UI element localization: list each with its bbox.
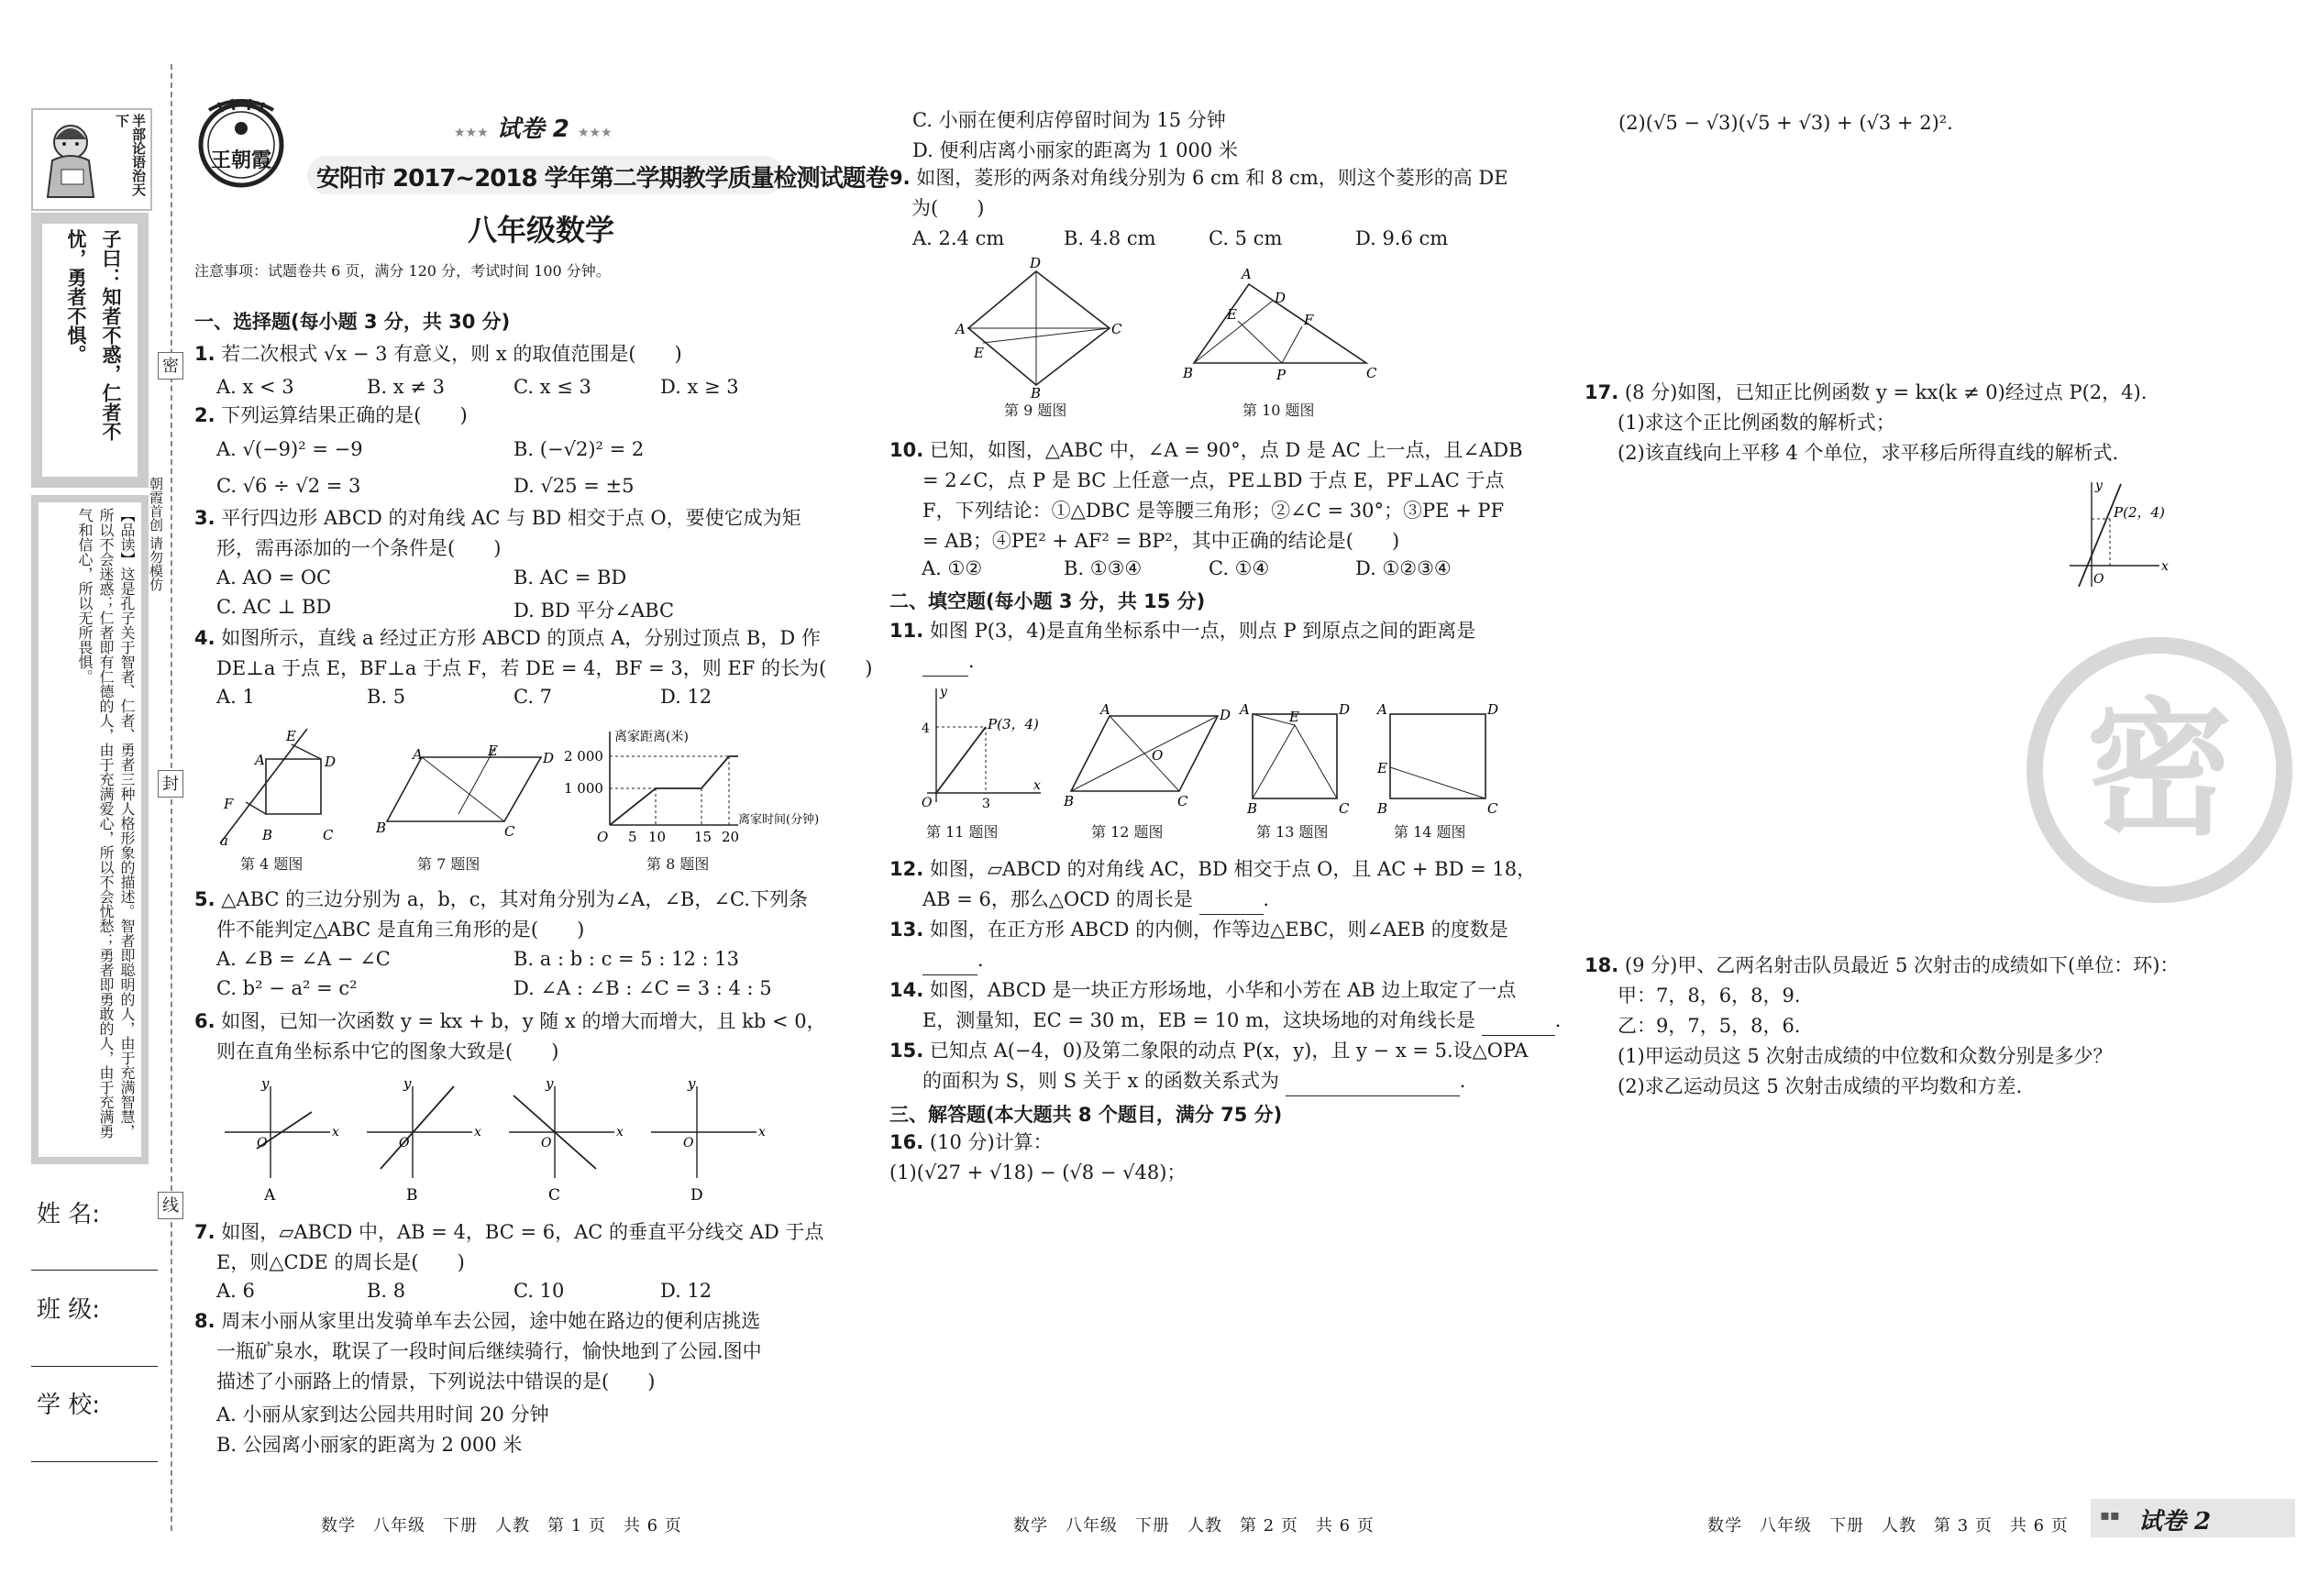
svg-text:O: O [1152,747,1164,764]
name-label: 姓 名: [37,1201,101,1228]
svg-text:A: A [1100,701,1110,718]
fig8-x5: 5 [628,829,637,845]
svg-text:E: E [1377,760,1387,776]
q9-option-a[interactable]: A. 2.4 cm [912,227,1005,249]
notice: 注意事项：试题卷共 6 页，满分 120 分，考试时间 100 分钟。 [194,262,611,280]
figure-10-caption: 第 10 题图 [1242,402,1315,419]
fig8-ylabel: 离家距离(米) [614,730,689,744]
series-label: ★★★ 试卷 2 ★★★ [454,116,613,143]
svg-text:密: 密 [2085,684,2234,855]
svg-text:y: y [688,1075,696,1092]
q2-option-c[interactable]: C. √6 ÷ √2 = 3 [216,475,361,497]
q10-option-b[interactable]: B. ①③④ [1064,557,1143,579]
question-13: 13. 如图，在正方形 ABCD 的内侧，作等边△EBC，则∠AEB 的度数是 ． [889,915,1508,975]
school-field[interactable] [31,1461,158,1462]
q7-option-c[interactable]: C. 10 [514,1280,565,1302]
svg-text:y: y [2095,479,2103,493]
svg-text:y: y [546,1075,554,1092]
question-7: 7. 如图，▱ABCD 中，AB = 4，BC = 6，AC 的垂直平分线交 AD 于点 E，则△CDE 的周长是( ) [194,1221,824,1273]
svg-text:B: B [1183,365,1194,381]
svg-text:O: O [922,796,933,810]
section-1-title: 一、选择题(每小题 3 分，共 30 分) [194,311,511,333]
question-2: 2. 下列运算结果正确的是( ) [194,404,468,426]
q8-option-a[interactable]: A. 小丽从家到达公园共用时间 20 分钟 [216,1403,549,1425]
fig8-y1000: 1 000 [564,780,603,797]
figure-7 [376,743,555,843]
question-18: 18. (9 分)甲、乙两名射击队员最近 5 次射击的成绩如下(单位：环)： 甲：7，8，6，8，9. 乙：9，7，5，8，6. (1)甲运动员这 5 次射击成绩的中位数和众数分别是多少？ (2)求乙运动员这 5 次射击成绩的平均数和方差. [1585,954,2180,1097]
figure-6-graphs [211,1077,779,1205]
svg-text:B: B [1247,800,1258,817]
question-16: 16. (10 分)计算： (1)(√27 + √18) − (√8 − √48)； [889,1131,1187,1183]
question-14: 14. 如图，ABCD 是一块正方形场地，小华和小芳在 AB 边上取定了一点 E，测量知，EC = 30 m，EB = 10 m，这块场地的对角线长是 ． [889,975,1574,1036]
q5-option-b[interactable]: B. a : b : c = 5 : 12 : 13 [514,948,739,970]
svg-text:A: A [255,752,265,768]
svg-text:x: x [616,1125,624,1139]
svg-text:F: F [224,796,234,812]
svg-text:A: A [1377,701,1387,718]
svg-text:A: A [1240,701,1250,718]
svg-text:x: x [1033,778,1041,793]
footer-page-1: 数学 八年级 下册 人教 第 1 页 共 6 页 [321,1516,682,1535]
svg-text:E: E [974,345,984,361]
question-1: 1. 若二次根式 √x − 3 有意义，则 x 的取值范围是( ) [194,343,682,365]
q2-option-b[interactable]: B. (−√2)² = 2 [514,438,645,460]
name-field[interactable] [31,1270,158,1271]
svg-text:E: E [488,743,498,759]
svg-text:O: O [2093,572,2104,587]
svg-text:O: O [683,1136,694,1150]
seal-char-1: 密 [158,352,183,380]
q7-option-d[interactable]: D. 12 [660,1280,712,1302]
svg-text:x: x [474,1125,481,1139]
confucius-quote: 子曰：知者不惑，仁者不忧，勇者不惧。 [65,229,122,441]
svg-text:C: C [548,1186,561,1205]
q3-option-b[interactable]: B. AC = BD [514,567,627,589]
graph-a [225,1075,339,1205]
q7-option-a[interactable]: A. 6 [216,1280,255,1302]
mascot-icon [39,119,103,202]
svg-text:C: C [1366,365,1377,381]
figure-8-caption: 第 8 题图 [646,855,710,873]
figure-8 [564,724,820,862]
question-12: 12. 如图，▱ABCD 的对角线 AC，BD 相交于点 O，且 AC + BD = 18， AB = 6，那么△OCD 的周长是 ． [889,854,1536,915]
question-17: 17. (8 分)如图，已知正比例函数 y = kx(k ≠ 0)经过点 P(2，4). (1)求这个正比例函数的解析式； (2)该直线向上平移 4 个单位，求平移后所得直线的解析式. [1585,381,2148,464]
footer-badge-text: 试卷 2 [2138,1508,2212,1535]
class-label: 班 级: [37,1296,101,1324]
subject-title: 八年级数学 [468,213,615,248]
fig8-x10: 10 [648,829,667,845]
watermark-seal [2022,633,2297,908]
question-16-part-2: (2)(√5 − √3)(√5 + √3) + (√3 + 2)². [1618,112,1953,134]
seal-char-3: 线 [158,1192,183,1219]
q3-option-c[interactable]: C. AC ⊥ BD [216,596,332,618]
svg-text:3: 3 [982,797,990,811]
figure-4 [211,724,348,853]
figure-13 [1238,701,1357,816]
fig8-origin: O [597,829,609,845]
sidebar-quote-box [31,213,149,488]
q10-option-d[interactable]: D. ①②③④ [1355,557,1452,579]
footer-page-3: 数学 八年级 下册 人教 第 3 页 共 6 页 [1707,1516,2069,1535]
svg-text:C: C [323,827,334,843]
footer-page-2: 数学 八年级 下册 人教 第 2 页 共 6 页 [1013,1516,1375,1535]
q4-option-a[interactable]: A. 1 [216,686,255,708]
side-note: 朝霞首创 请勿模仿 [148,477,164,591]
svg-text:4: 4 [922,721,930,736]
svg-text:D: D [1339,701,1351,718]
question-6: 6. 如图，已知一次函数 y = kx + b，y 随 x 的增大而增大，且 kb < 0， 则在直角坐标系中它的图象大致是( ) [194,1010,826,1062]
q8-option-c[interactable]: C. 小丽在便利店停留时间为 15 分钟 [912,109,1226,131]
q5-option-d[interactable]: D. ∠A : ∠B : ∠C = 3 : 4 : 5 [514,977,772,999]
series-text: 试卷 2 [496,116,569,143]
sidebar-reading-box [31,495,149,1164]
figure-13-caption: 第 13 题图 [1256,823,1329,841]
svg-text:O: O [257,1136,268,1150]
svg-text:A: A [1242,266,1252,282]
svg-text:E: E [1289,709,1299,725]
q9-option-d[interactable]: D. 9.6 cm [1355,227,1449,249]
graph-c [509,1075,624,1205]
q9-option-b[interactable]: B. 4.8 cm [1064,227,1156,249]
q3-option-d[interactable]: D. BD 平分∠ABC [514,600,675,622]
question-15: 15. 已知点 A(−4，0)及第二象限的动点 P(x，y)，且 y − x = 5.设△OPA 的面积为 S，则 S 关于 x 的函数关系式为 ． [889,1036,1528,1096]
q1-option-b[interactable]: B. x ≠ 3 [367,376,445,398]
fig8-x15: 15 [694,829,712,845]
figure-7-caption: 第 7 题图 [417,855,480,873]
svg-text:E: E [286,728,296,744]
svg-text:B: B [1377,800,1388,817]
question-9: 9. 如图，菱形的两条对角线分别为 6 cm 和 8 cm，则这个菱形的高 DE 为( ) [889,167,1508,219]
svg-text:C: C [504,823,515,840]
fig17-point-label: P(2，4) [2114,504,2165,521]
graph-b [367,1075,481,1205]
figure-14 [1375,701,1504,816]
question-4: 4. 如图所示，直线 a 经过正方形 ABCD 的顶点 A，分别过顶点 B，D 作 DE⊥a 于点 E，BF⊥a 于点 F，若 DE = 4，BF = 3，则 EF 的长为( ) [194,627,873,679]
svg-text:x: x [758,1125,766,1139]
svg-text:C: C [1177,793,1188,809]
svg-text:a: a [220,832,228,849]
svg-text:E: E [1227,306,1237,323]
figure-12-caption: 第 12 题图 [1091,823,1164,841]
q3-option-a[interactable]: A. AO = OC [216,567,332,589]
svg-text:x: x [332,1125,339,1139]
fig11-point-label: P(3，4) [988,716,1039,732]
q1-option-a[interactable]: A. x < 3 [216,376,294,398]
figure-10 [1183,266,1385,385]
class-field[interactable] [31,1366,158,1367]
exam-title: 安阳市 2017~2018 学年第二学期教学质量检测试题卷 [316,165,889,193]
school-label: 学 校: [37,1392,101,1419]
svg-text:O: O [399,1136,410,1150]
figure-14-caption: 第 14 题图 [1394,823,1466,841]
q4-option-c[interactable]: C. 7 [514,686,553,708]
svg-text:F: F [1304,312,1314,328]
q1-option-d[interactable]: D. x ≥ 3 [660,376,739,398]
svg-text:B: B [1064,793,1075,809]
sidebar-motto-box [31,108,152,211]
svg-text:B: B [1031,385,1042,402]
q5-option-c[interactable]: C. b² − a² = c² [216,977,358,999]
svg-text:D: D [1220,707,1231,723]
q5-option-a[interactable]: A. ∠B = ∠A − ∠C [216,948,391,970]
fig8-y2000: 2 000 [564,748,603,765]
figure-11 [912,683,1050,811]
svg-text:D: D [325,754,337,770]
q4-option-b[interactable]: B. 5 [367,686,406,708]
svg-text:B: B [262,827,273,843]
svg-text:D: D [1275,290,1287,306]
seal-dashed-line [171,64,172,1531]
q4-option-d[interactable]: D. 12 [660,686,712,708]
svg-text:y: y [940,685,947,699]
figure-9-caption: 第 9 题图 [1004,402,1067,419]
figure-11-caption: 第 11 题图 [926,823,999,841]
question-10: 10. 已知，如图，△ABC 中，∠A = 90°，点 D 是 AC 上一点，且∠ADB = 2∠C，点 P 是 BC 上任意一点，PE⊥BD 于点 E，PF⊥AC 于点 F，下列结论：①△DBC 是等腰三角形；②∠C = 30°；③PE + PF = AB；④PE² + AF² = BP²，其中正确的结论是( ) [889,439,1523,552]
svg-text:D: D [1487,701,1499,718]
svg-text:C: C [1339,800,1350,817]
q2-option-a[interactable]: A. √(−9)² = −9 [216,438,363,460]
svg-text:C: C [1111,321,1122,337]
q10-option-c[interactable]: C. ①④ [1209,557,1270,579]
question-3: 3. 平行四边形 ABCD 的对角线 AC 与 BD 相交于点 O，要使它成为矩 形，需再添加的一个条件是( ) [194,507,801,559]
svg-text:y: y [403,1075,412,1092]
figure-9 [954,255,1128,402]
figure-4-caption: 第 4 题图 [240,855,304,873]
q9-option-c[interactable]: C. 5 cm [1209,227,1283,249]
brand-logo [191,92,292,193]
svg-text:D: D [1030,255,1042,271]
footer-badge: ▪▪ 试卷 2 [2091,1499,2295,1537]
q2-option-d[interactable]: D. √25 = ±5 [514,475,635,497]
question-8: 8. 周末小丽从家里出发骑单车去公园，途中她在路边的便利店挑选 一瓶矿泉水，耽误了一段时间后继续骑行，愉快地到了公园.图中 描述了小丽路上的情景，下列说法中错误的是( ) [194,1310,762,1392]
svg-text:y: y [261,1075,270,1092]
figure-12 [1064,701,1229,811]
q8-option-d[interactable]: D. 便利店离小丽家的距离为 1 000 米 [912,139,1238,161]
svg-text:A: A [955,321,966,337]
section-3-title: 三、解答题(本大题共 8 个题目，满分 75 分) [889,1104,1283,1126]
svg-text:C: C [1487,800,1498,817]
figure-17 [2068,477,2187,591]
motto-text: 半部论语治天下 [114,114,147,196]
svg-text:D: D [690,1186,703,1205]
svg-text:A: A [264,1186,276,1205]
fig8-x20: 20 [722,829,740,845]
svg-text:P: P [1276,367,1287,383]
graph-d [651,1075,766,1205]
q1-option-c[interactable]: C. x ≤ 3 [514,376,591,398]
logo-text: 王朝霞 [210,149,271,172]
reading-text: 【品读】这是孔子关于智者、仁者、勇者三种人格形象的描述。智者即聪明的人，由于充满智慧，所以不会迷惑；仁者即有仁德的人，由于充满爱心，所以不会忧愁；勇者即勇敢的人，由于充满勇气和信心，所以无所畏惧。 [76,508,136,1139]
seal-char-2: 封 [158,770,183,798]
svg-text:D: D [543,750,555,766]
q8-option-b[interactable]: B. 公园离小丽家的距离为 2 000 米 [216,1434,523,1456]
svg-text:B: B [406,1186,418,1205]
svg-text:O: O [541,1136,552,1150]
question-11: 11. 如图 P(3，4)是直角坐标系中一点，则点 P 到原点之间的距离是 ． [889,616,1475,677]
svg-text:x: x [2161,559,2169,574]
svg-text:A: A [413,746,423,763]
q10-option-a[interactable]: A. ①② [922,557,983,579]
section-2-title: 二、填空题(每小题 3 分，共 15 分) [889,590,1206,612]
fig8-xlabel: 离家时间(分钟) [738,813,820,827]
question-5: 5. △ABC 的三边分别为 a，b，c，其对角分别为∠A，∠B，∠C.下列条 件不能判定△ABC 是直角三角形的是( ) [194,888,808,941]
svg-text:B: B [376,820,387,836]
q7-option-b[interactable]: B. 8 [367,1280,406,1302]
